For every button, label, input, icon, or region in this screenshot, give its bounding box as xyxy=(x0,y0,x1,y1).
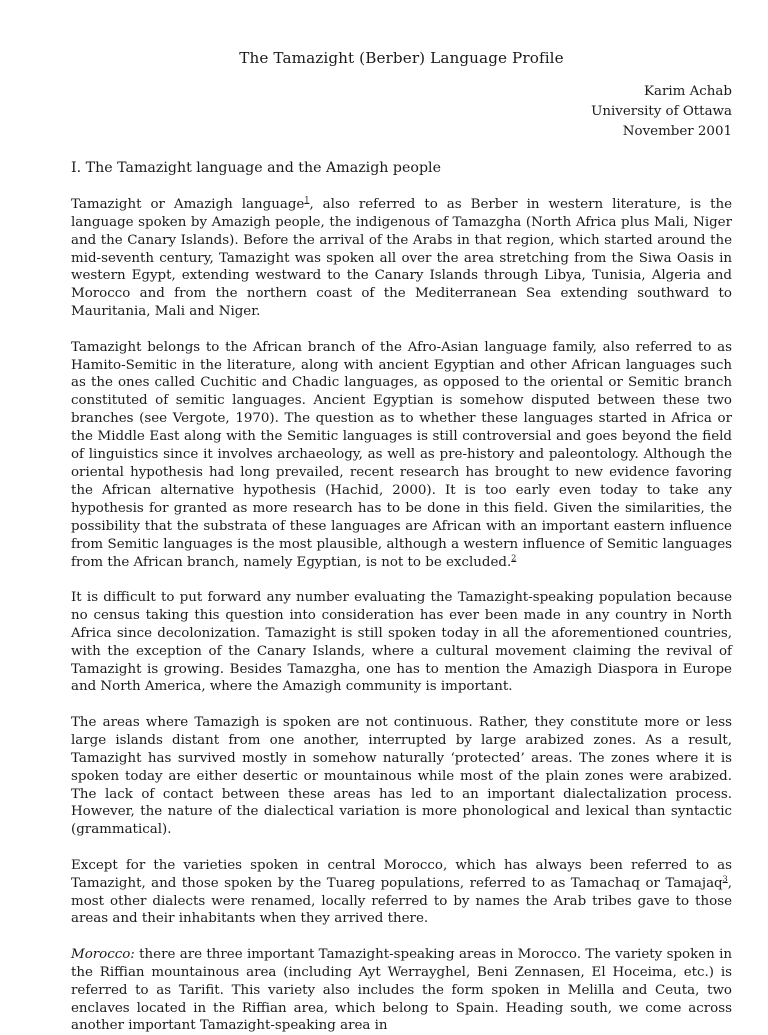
document-title: The Tamazight (Berber) Language Profile xyxy=(239,49,564,67)
paragraph-5 xyxy=(71,857,732,929)
paragraph-1-text-a: Tamazight or Amazigh language xyxy=(71,196,305,212)
paragraph-6-label: Morocco: xyxy=(71,946,135,962)
paragraph-6 xyxy=(71,946,732,1035)
footnote-ref-3[interactable]: 3 xyxy=(722,874,728,884)
author-block xyxy=(71,82,732,142)
author-date: November 2001 xyxy=(622,123,732,139)
paragraph-5-text-a: Except for the varieties spoken in central Morocco, which has always been referred to as Tamazight, and those spoken by the Tuareg populations, referred to as Tamachaq or Tamajaq xyxy=(71,857,732,891)
footnote-ref-1[interactable]: 1 xyxy=(304,195,310,205)
author-affiliation: University of Ottawa xyxy=(591,103,732,119)
section-heading: I. The Tamazight language and the Amazigh people xyxy=(71,159,441,176)
paragraph-1-text-b: , also referred to as Berber in western literature, is the language spoken by Amazigh people, the indigenous of Tamazgha (North Africa plus Mali, Niger and the Canary Islands). Before the arrival of the Arabs in that region, which started around the mid-seventh century, Tamazight was spoken all over the area stretching from the Siwa Oasis in western Egypt, extending westward to the Canary Islands through Libya, Tunisia, Algeria and Morocco and from the northern coast of the Mediterranean Sea extending southward to Mauritania, Mali and Niger. xyxy=(71,196,733,320)
paragraph-3: It is difficult to put forward any number evaluating the Tamazight-speaking population because no census taking this question into consideration has ever been made in any country in North Africa since decolonization. Tamazight is still spoken today in all the aforementioned countries, with the exception of the Canary Islands, where a cultural movement claiming the revival of Tamazight is growing. Besides Tamazgha, one has to mention the Amazigh Diaspora in Europe and North America, where the Amazigh community is important. xyxy=(71,589,732,695)
paragraph-6-text: there are three important Tamazight-speaking areas in Morocco. The variety spoken in the Riffian mountainous area (including Ayt Werrayghel, Beni Zennasen, El Hoceima, etc.) is referred to as Tarifit. This variety also includes the form spoken in Melilla and Ceuta, two enclaves located in the Riffian area, which belong to Spain. Heading south, we come across another important Tamazight-speaking area in xyxy=(71,946,732,1034)
paragraph-2 xyxy=(71,339,732,572)
author-name: Karim Achab xyxy=(644,83,732,99)
paragraph-1 xyxy=(71,196,732,321)
footnote-ref-2[interactable]: 2 xyxy=(511,553,517,563)
paragraph-5-text-b: , most other dialects were renamed, locally referred to by names the Arab tribes gave to those areas and their inhabitants when they arrived there. xyxy=(71,875,732,927)
paragraph-2-text: Tamazight belongs to the African branch of the Afro-Asian language family, also referred to as Hamito-Semitic in the literature, along with ancient Egyptian and other African languages such as the ones called Cuchitic and Chadic languages, as opposed to the oriental or Semitic branch constituted of semitic languages. Ancient Egyptian is somehow disputed between these two branches (see Vergote, 1970). The question as to whether these languages started in Africa or the Middle East along with the Semitic languages is still controversial and goes beyond the field of linguistics since it involves archaeology, as well as pre-history and paleontology. Although the oriental hypothesis had long prevailed, recent research has brought to new evidence favoring the African alternative hypothesis (Hachid, 2000). It is too early even today to take any hypothesis for granted as more research has to be done in this field. Given the similarities, the possibility that the substrata of these languages are African with an important eastern influence from Semitic languages is the most plausible, although a western influence of Semitic languages from the African branch, namely Egyptian, is not to be excluded. xyxy=(71,339,732,570)
paragraph-4: The areas where Tamazigh is spoken are not continuous. Rather, they constitute more or less large islands distant from one another, interrupted by large arabized zones. As a result, Tamazight has survived mostly in somehow naturally ‘protected’ areas. The zones where it is spoken today are either desertic or mountainous while most of the plain zones were arabized. The lack of contact between these areas has led to an important dialectalization process. However, the nature of the dialectical variation is more phonological and lexical than syntactic (grammatical). xyxy=(71,714,732,838)
